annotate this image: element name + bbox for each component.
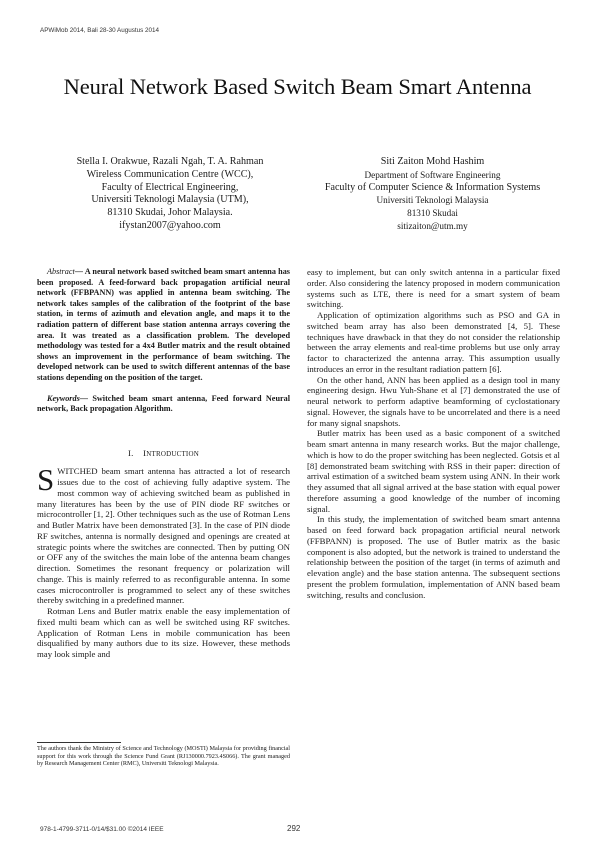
intro-text-1: WITCHED beam smart antenna has attracted a lot of research issues due to the cost of achieving fully adaptive system. The most common way of achieving switched beam as published in many literatures has been by the use of PIN diode RF switches or microcontroller [1, 2]. Other techniques such as the use of Rotman Lens and Butler Matrix have been demonstrated [3]. In the case of PIN diode RF switches, antenna is normally designed and openings are created at strategic points where the switches are connected. Then by putting ON or OFF any of the switches the main lobe of the antenna beam changes direction. Sometimes the resonant frequency or polarization will change. This is mainly referred to as reconfigurable antenna. In some cases microcontroller is programmed to select any of these switches thereby switching in a predefined manner. [37, 466, 290, 606]
author-faculty: Faculty of Electrical Engineering, [101, 181, 239, 193]
paragraph-ann: On the other hand, ANN has been applied as a design tool in many engineering design. Hwu Yuh-Shane et al [7] demonstrated the use of neural network to perform adaptive beamforming of cyclostationary signal. However, the signals have to be uncorrelated and there is a need for many signal snapshots. [307, 374, 560, 428]
section-title-rest: NTRODUCTION [146, 449, 199, 458]
keywords-label: Keywords [47, 393, 80, 403]
paragraph-butler: Butler matrix has been used as a basic component of a switched beam smart antenna in many research works. But the major challenge, which is how to do the proper switching has been neglected. Gotsis et al [8] demonstrated beam switching with RSS in their paper: direction of arrival estimation of a switched beam system using ANN. In their work they assumed that all signal arrived at the base station with equal power therefore assuming a good knowledge of the number of incoming signal. [307, 428, 560, 514]
conference-header: APWiMob 2014, Bali 28-30 Augustus 2014 [40, 27, 160, 34]
abstract-text: A neural network based switched beam smart antenna has been proposed. A feed-forward back propagation artificial neural network (FFBPANN) was applied in antenna beam switching. The network takes samples of the calibration of the footprint of the base station, in terms of azimuth and elevation angle, and maps it to the radiation pattern of different base station antenna arrays covering the area. It was treated as a classification problem. The developed methodology was tested for a 4x4 Butler matrix and the result obtained shows an improvement in the performance of beam switching. The developed network can be used to switch different antennas of the base stations depending on the position of the target. [37, 267, 290, 382]
author-block-right [305, 156, 560, 233]
intro-paragraph-1 [37, 462, 290, 606]
section-initial: I [143, 447, 147, 458]
intro-paragraph-2: Rotman Lens and Butler matrix enable the easy implementation of fixed multi beam which can as well be switched using RF switches. Application of Rotman Lens in mobile communication has been disqualified by many authors due to its size. However, these methods may look simple and [37, 606, 290, 660]
author-email[interactable]: sitizaiton@utm.my [397, 220, 468, 231]
author-centre: Wireless Communication Centre (WCC), [86, 168, 254, 180]
paper-title: Neural Network Based Switch Beam Smart Antenna [63, 74, 532, 99]
author-city: 81310 Skudai, Johor Malaysia. [107, 207, 233, 219]
abstract-dash: — [74, 267, 85, 276]
abstract-label: Abstract [47, 267, 75, 276]
author-names: Stella I. Orakwue, Razali Ngah, T. A. Rahman [76, 156, 264, 167]
section-heading-introduction [37, 448, 290, 460]
author-city: 81310 Skudai [407, 208, 458, 219]
keywords-text: — Switched beam smart antenna, Feed forward Neural network, Back propagation Algorithm. [37, 393, 290, 414]
page-number: 292 [287, 824, 301, 833]
drop-cap: S [37, 462, 55, 498]
right-column [307, 267, 560, 600]
left-column [37, 267, 290, 660]
author-block-left [40, 156, 300, 233]
author-university: Universiti Teknologi Malaysia [376, 195, 489, 206]
abstract [37, 267, 290, 384]
paragraph-study: In this study, the implementation of switched beam smart antenna based on feed forward back propagation artificial neural network (FFBPANN) is proposed. The use of Butler matrix as the basic component is also adopted, but the network is trained to understand the relationship between the position of the target (in terms of azimuth and elevation angle) and the base station antenna. The subsequent sections present the problem formulation, implementation of ANN based beam switching, results and conclusion. [307, 514, 560, 600]
author-faculty: Faculty of Computer Science & Information Systems [324, 181, 541, 193]
footnote: The authors thank the Ministry of Science and Technology (MOSTI) Malaysia for providing financial support for this work through the Science Fund Grant (RJ130000.7923.4S066). The grant managed by Research Management Center (RMC), Universiti Teknologi Malaysia. [37, 745, 290, 768]
author-dept: Department of Software Engineering [364, 169, 501, 180]
paragraph-optimization: Application of optimization algorithms such as PSO and GA in switched beam array has also been demonstrated [4, 5]. These techniques have drawback in that they do not consider the relationship between the array elements and real-time problems but use only array factor to characterized the antenna array. This assumption usually introduces an error in the resultant radiation pattern [6]. [307, 310, 560, 374]
footer-isbn: 978-1-4799-3711-0/14/$31.00 ©2014 IEEE [40, 826, 164, 833]
author-name: Siti Zaiton Mohd Hashim [380, 156, 485, 167]
paragraph-continued: easy to implement, but can only switch antenna in a particular fixed order. Also considering the latency proposed in modern communication systems such as LTE, there is need for a smart system of beam switching. [307, 267, 560, 310]
footnote-rule [37, 742, 121, 743]
author-university: Universiti Teknologi Malaysia (UTM), [91, 194, 249, 206]
author-email[interactable]: ifystan2007@yahoo.com [119, 219, 221, 231]
keywords [37, 394, 290, 415]
section-numeral: I. [128, 447, 134, 458]
